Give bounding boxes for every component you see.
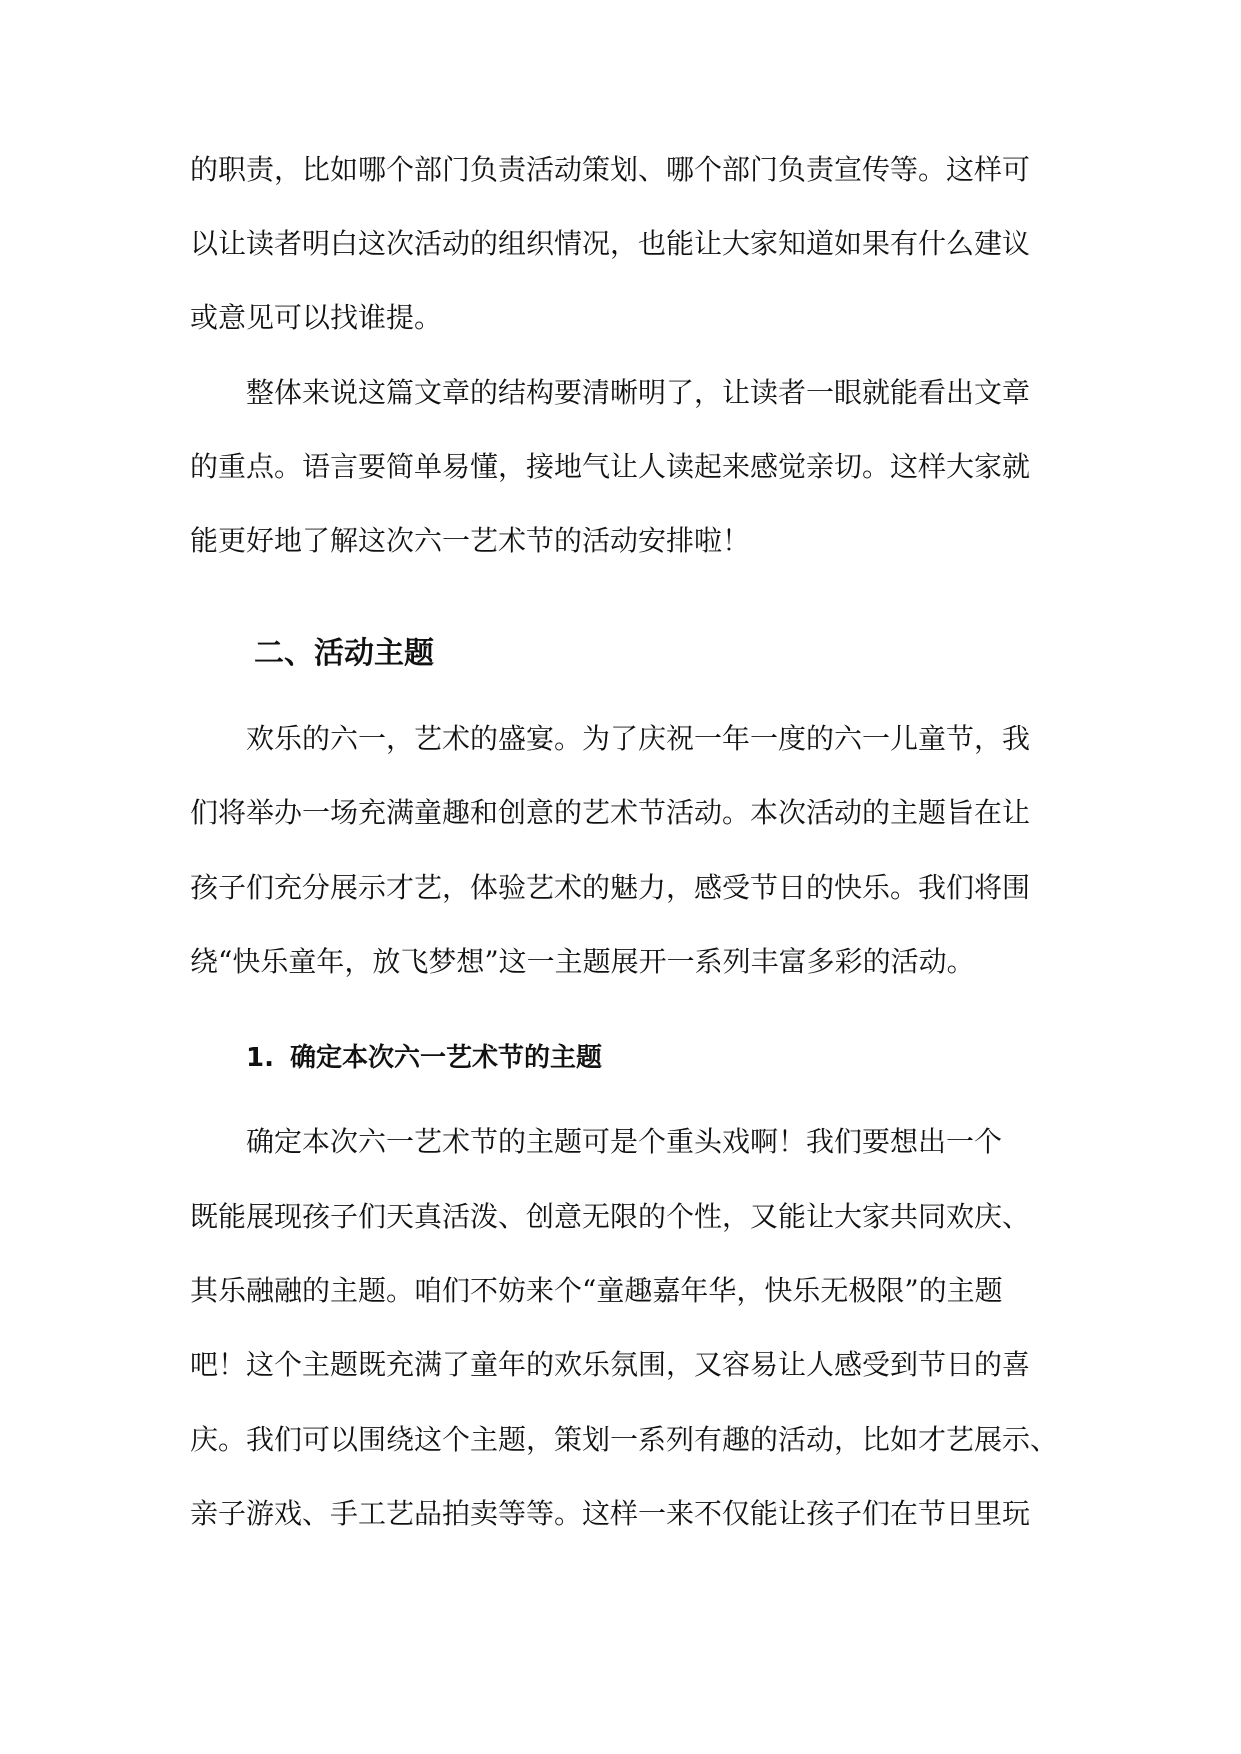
paragraph-2-line-3: 能更好地了解这次六一艺术节的活动安排啦！ (190, 524, 751, 557)
paragraph-4-line-3: 其乐融融的主题。咱们不妨来个“童趣嘉年华，快乐无极限”的主题 (190, 1274, 1003, 1307)
paragraph-4-line-5: 庆。我们可以围绕这个主题，策划一系列有趣的活动，比如才艺展示、 (190, 1423, 1059, 1456)
sub-heading-text: 确定本次六一艺术节的主题 (290, 1043, 603, 1073)
sub-heading-number: 1. (246, 1043, 274, 1073)
paragraph-3-line-4: 绕“快乐童年，放飞梦想”这一主题展开一系列丰富多彩的活动。 (190, 945, 975, 978)
paragraph-4-line-6: 亲子游戏、手工艺品拍卖等等。这样一来不仅能让孩子们在节日里玩 (190, 1497, 1031, 1530)
paragraph-2-line-2: 的重点。语言要简单易懂，接地气让人读起来感觉亲切。这样大家就 (190, 450, 1031, 483)
paragraph-3-line-1: 欢乐的六一，艺术的盛宴。为了庆祝一年一度的六一儿童节，我 (246, 722, 1031, 755)
paragraph-1-line-1: 的职责，比如哪个部门负责活动策划、哪个部门负责宣传等。这样可 (190, 153, 1031, 186)
paragraph-3-line-3: 孩子们充分展示才艺，体验艺术的魅力，感受节日的快乐。我们将围 (190, 871, 1031, 904)
paragraph-4-line-2: 既能展现孩子们天真活泼、创意无限的个性，又能让大家共同欢庆、 (190, 1200, 1031, 1233)
paragraph-1-line-3: 或意见可以找谁提。 (190, 301, 443, 334)
paragraph-4-line-4: 吧！这个主题既充满了童年的欢乐氛围，又容易让人感受到节日的喜 (190, 1348, 1031, 1381)
paragraph-1-line-2: 以让读者明白这次活动的组织情况，也能让大家知道如果有什么建议 (190, 227, 1031, 260)
paragraph-3-line-2: 们将举办一场充满童趣和创意的艺术节活动。本次活动的主题旨在让 (190, 796, 1031, 829)
sub-heading (246, 1038, 602, 1078)
section-heading: 二、活动主题 (254, 636, 434, 671)
paragraph-4-line-1: 确定本次六一艺术节的主题可是个重头戏啊！我们要想出一个 (246, 1125, 1003, 1158)
paragraph-2-line-1: 整体来说这篇文章的结构要清晰明了，让读者一眼就能看出文章 (246, 376, 1031, 409)
